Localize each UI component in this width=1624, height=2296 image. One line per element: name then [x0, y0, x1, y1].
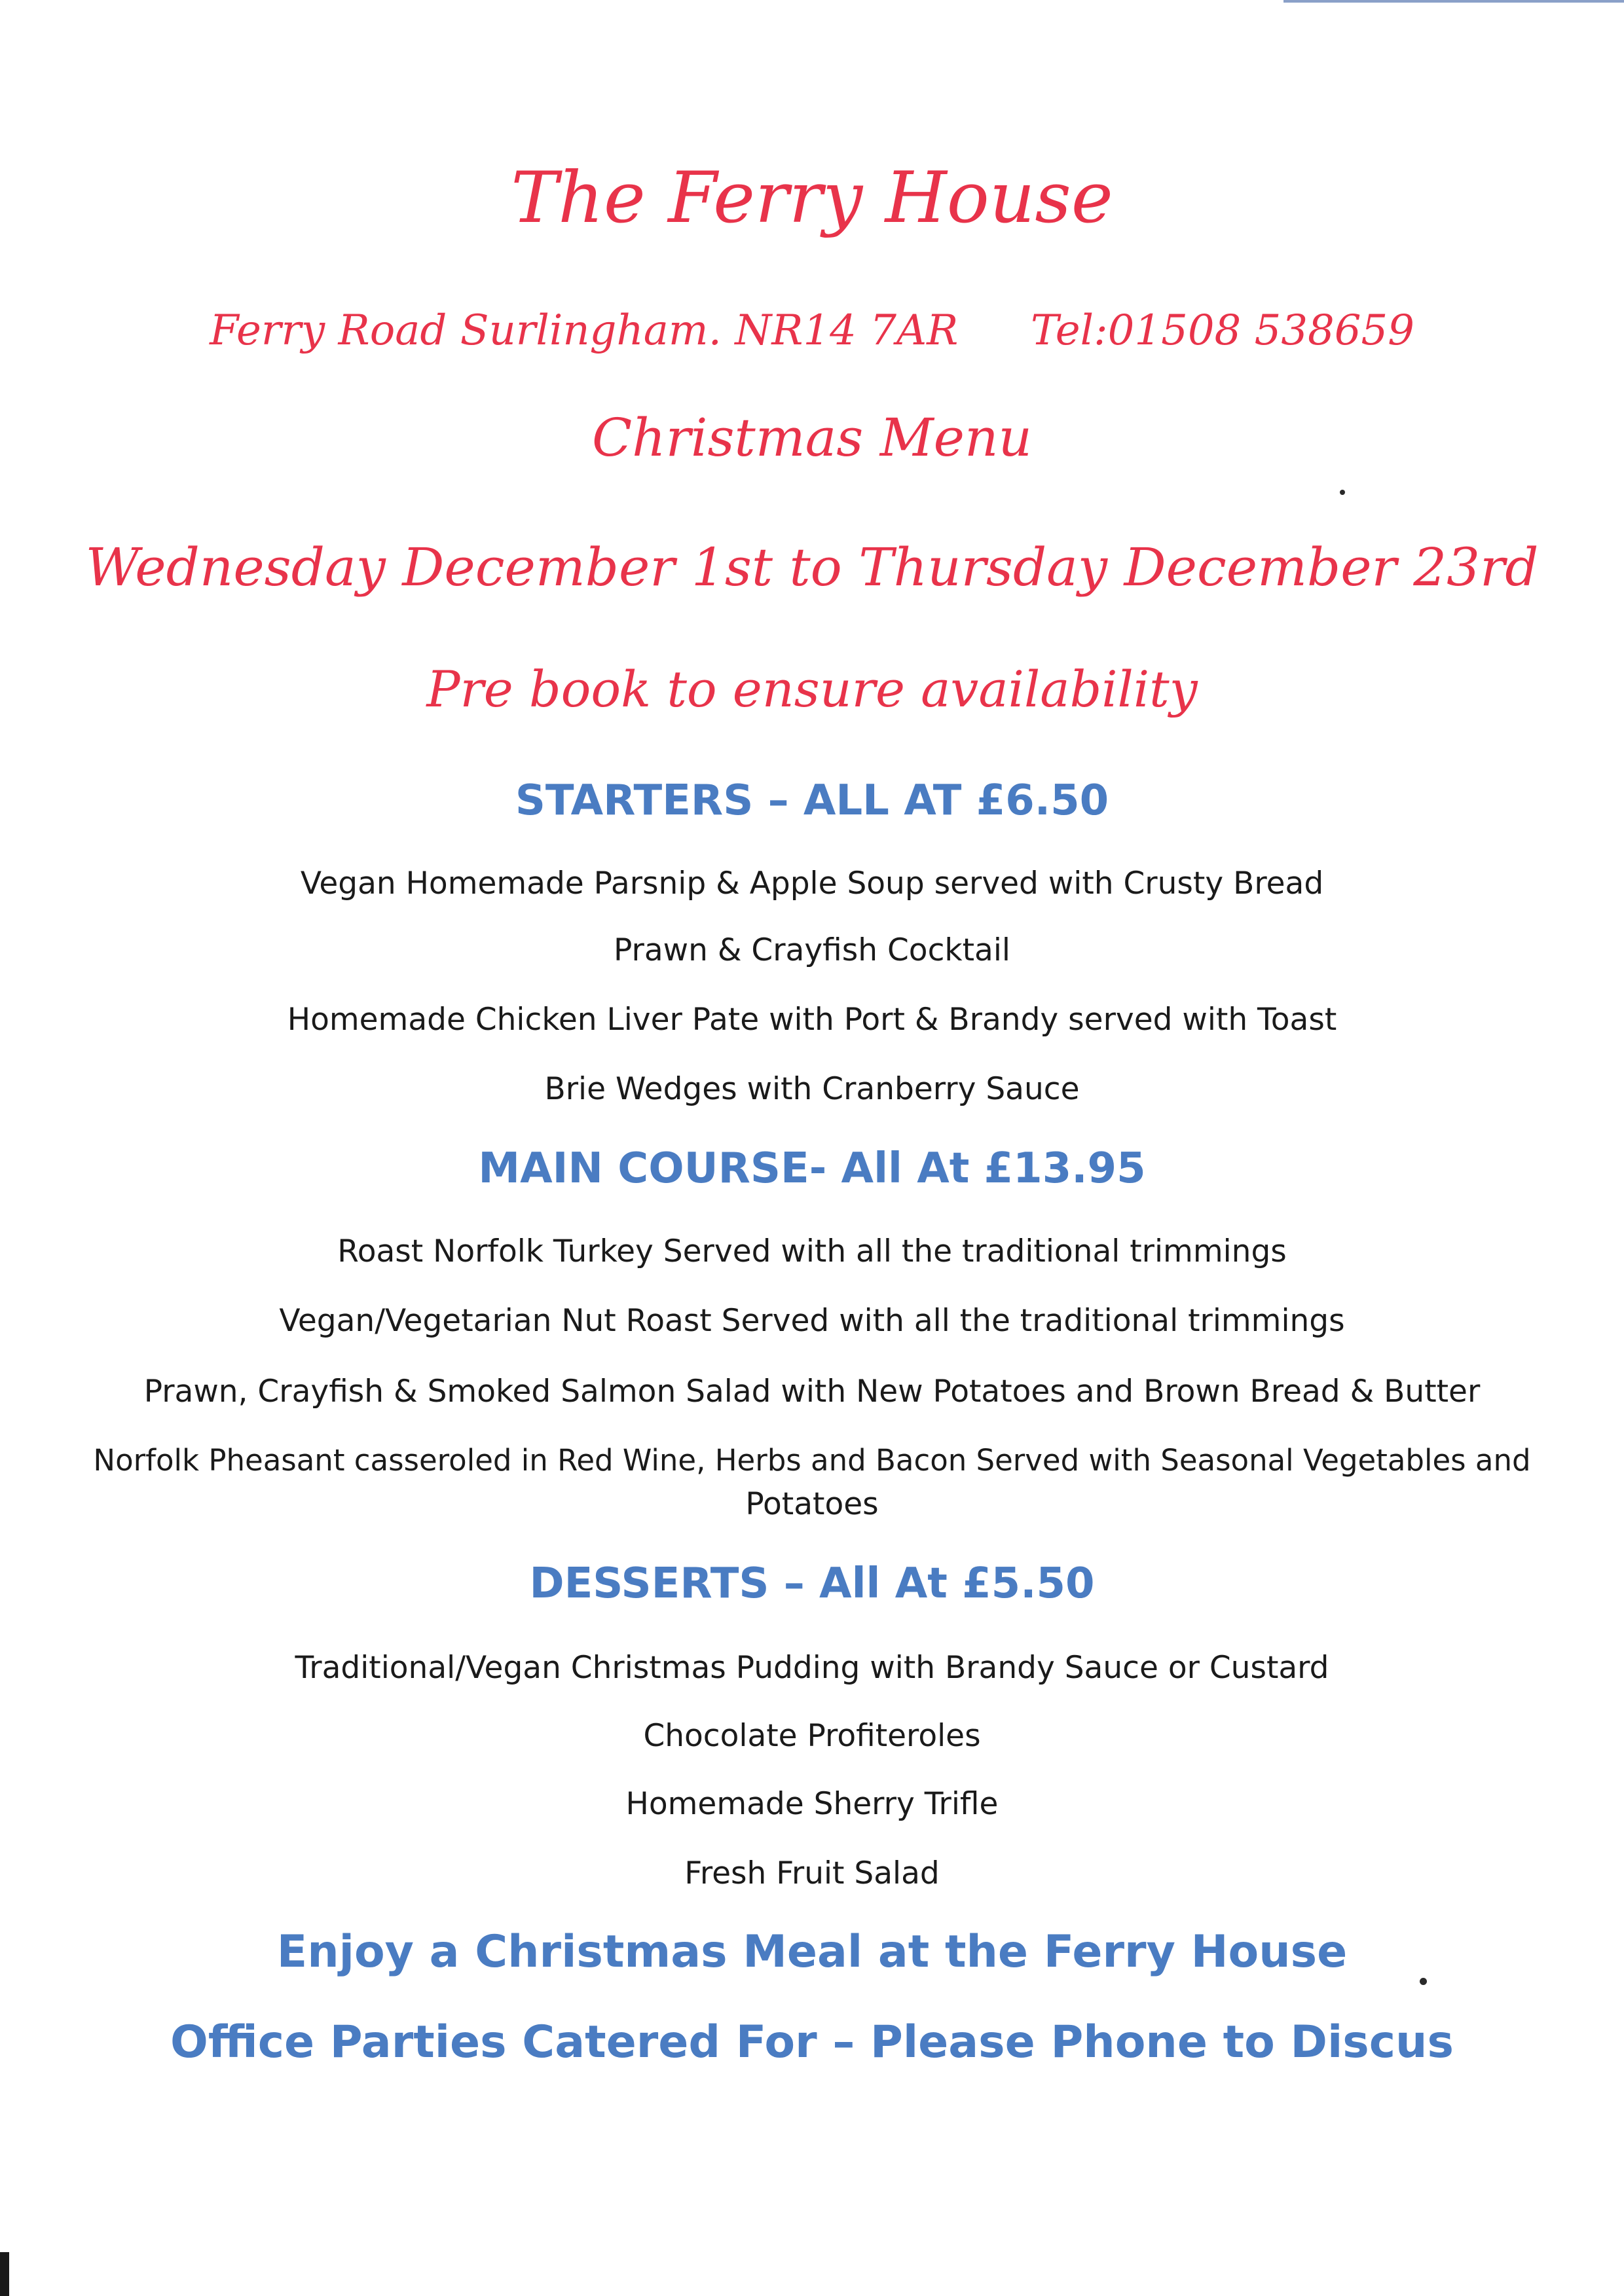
restaurant-name: The Ferry House — [511, 157, 1113, 239]
address-text: Ferry Road Surlingham. NR14 7AR — [210, 306, 959, 355]
dessert-item: Chocolate Profiteroles — [643, 1718, 981, 1754]
footer-office-parties: Office Parties Catered For – Please Phone to Discus — [170, 2016, 1454, 2068]
starter-item: Vegan Homemade Parsnip & Apple Soup served with Crusty Bread — [300, 866, 1324, 902]
main-course-heading: MAIN COURSE- All At £13.95 — [478, 1144, 1146, 1193]
address-line — [0, 306, 1624, 355]
footer-promo: Enjoy a Christmas Meal at the Ferry House — [276, 1926, 1348, 1978]
date-range: Wednesday December 1st to Thursday December 23rd — [85, 537, 1539, 598]
starter-item: Prawn & Crayfish Cocktail — [614, 932, 1010, 968]
main-item: Norfolk Pheasant casseroled in Red Wine, Herbs and Bacon Served with Seasonal Vegetables and — [93, 1443, 1531, 1478]
starter-item: Homemade Chicken Liver Pate with Port & Brandy served with Toast — [287, 1002, 1337, 1038]
menu-title: Christmas Menu — [591, 407, 1033, 468]
dessert-item: Traditional/Vegan Christmas Pudding with Brandy Sauce or Custard — [295, 1650, 1329, 1686]
scan-speck — [1340, 490, 1345, 495]
main-item: Vegan/Vegetarian Nut Roast Served with all the traditional trimmings — [279, 1303, 1345, 1339]
scan-corner-mark — [0, 2252, 9, 2296]
dessert-item: Fresh Fruit Salad — [684, 1855, 940, 1891]
main-item: Prawn, Crayfish & Smoked Salmon Salad with New Potatoes and Brown Bread & Butter — [143, 1374, 1481, 1410]
scan-speck — [1420, 1978, 1427, 1985]
dessert-item: Homemade Sherry Trifle — [625, 1786, 999, 1822]
booking-note: Pre book to ensure availability — [426, 660, 1198, 718]
starter-item: Brie Wedges with Cranberry Sauce — [544, 1071, 1080, 1107]
phone-text: Tel:01508 538659 — [1031, 306, 1414, 355]
starters-heading: STARTERS – ALL AT £6.50 — [515, 776, 1109, 825]
desserts-heading: DESSERTS – All At £5.50 — [529, 1559, 1095, 1608]
main-item: Roast Norfolk Turkey Served with all the traditional trimmings — [337, 1233, 1287, 1269]
scan-edge-line — [1283, 0, 1624, 3]
main-item-continuation: Potatoes — [745, 1486, 879, 1522]
